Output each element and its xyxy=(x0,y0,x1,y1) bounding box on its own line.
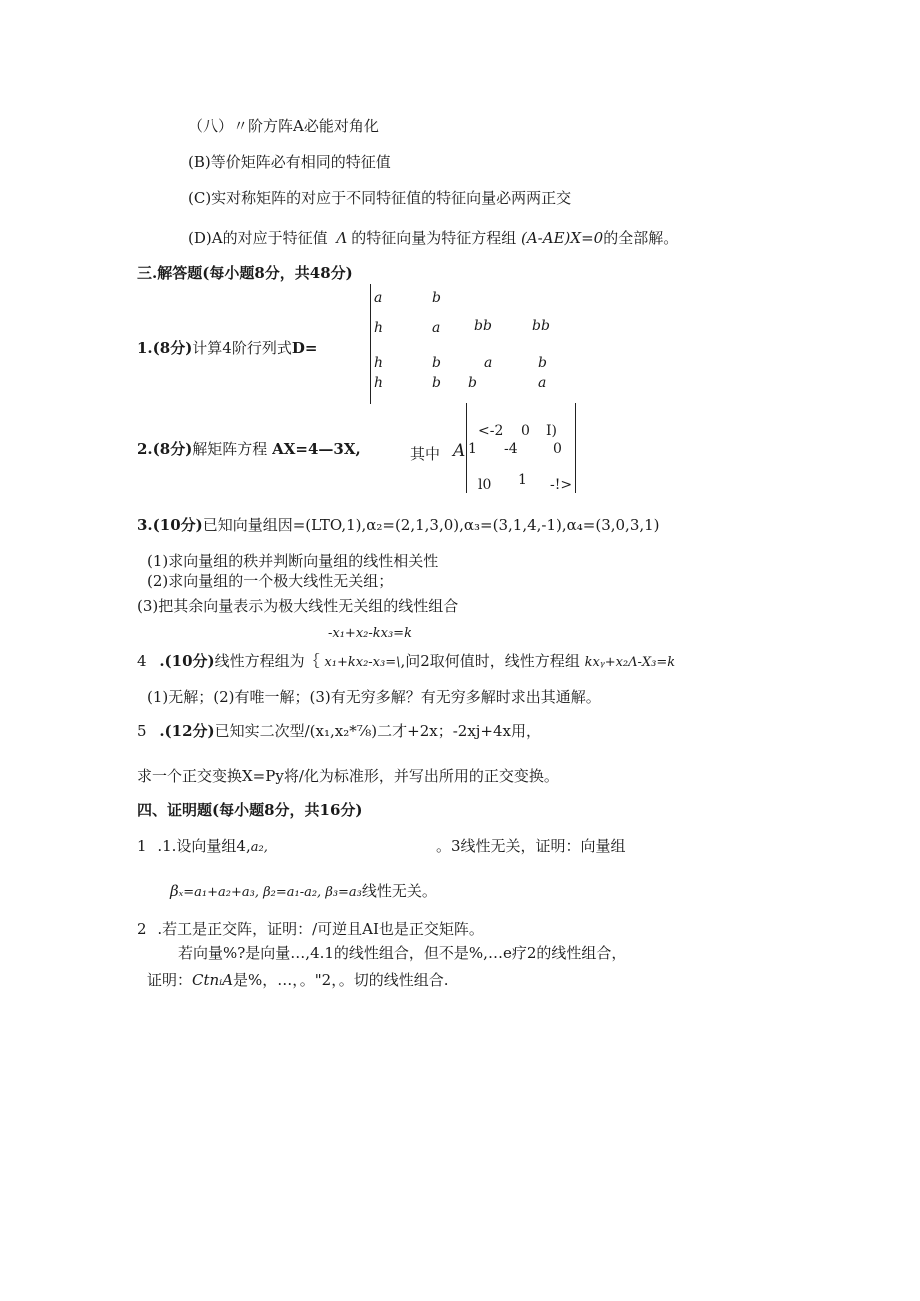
p1-line2 xyxy=(170,882,437,902)
p2-line2: 若向量%?是向量…,4.1的线性组合，但不是%,…e疗2的线性组合， xyxy=(178,944,627,962)
q4-eq-mid: x₁+kx₂-x₃=\ xyxy=(324,655,401,670)
q4-label: .(10分) xyxy=(159,652,215,670)
option-d-end: 的全部解。 xyxy=(603,229,679,247)
q3-label: 3.(10分) xyxy=(137,516,203,534)
q3-sub3: (3)把其余向量表示为极大线性无关组的线性组合 xyxy=(137,597,459,615)
p1-text-a: .1.设向量组4, xyxy=(157,837,251,855)
p1-line1-left xyxy=(137,837,268,857)
option-d-equation: (A-AE)X=0 xyxy=(521,229,604,247)
p2-line3-a: 证明： xyxy=(147,971,193,989)
q1-cell-r0c1: b xyxy=(432,290,441,306)
q4-eq-top: -x₁+x₂-kx₃=k xyxy=(328,626,412,641)
q1-cell-r3c1: b xyxy=(432,375,441,391)
q2-matrix-left-bar xyxy=(466,403,467,493)
p1-text-b: 。3线性无关，证明：向量组 xyxy=(436,837,626,855)
q2-line xyxy=(137,440,361,458)
q1-cell-r1c1: a xyxy=(432,320,441,336)
option-d xyxy=(188,229,678,247)
q2-where: 其中 xyxy=(410,445,441,463)
q2-r3c1: l0 xyxy=(478,477,492,493)
q2-text: 解矩阵方程 xyxy=(192,440,268,458)
q3-sub1: (1)求向量组的秩并判断向量组的线性相关性 xyxy=(147,552,439,570)
q2-r2c3: 0 xyxy=(553,441,562,457)
p1-text-a2: a₂, xyxy=(250,840,268,855)
p2-line3-b: CtnᵢA xyxy=(192,971,234,989)
q1-text: 计算4阶行列式 xyxy=(192,339,292,357)
option-d-text: (D)A的对应于特征值 xyxy=(188,229,328,247)
q2-r1c1: <-2 xyxy=(478,423,504,439)
p2-line1 xyxy=(137,920,484,938)
q2-r1c2: 0 xyxy=(521,423,530,439)
q5-num: 5 xyxy=(137,722,147,740)
section4-heading: 四、证明题(每小题8分，共16分) xyxy=(137,801,363,819)
q4-eq-right: kxᵧ+x₂Λ-X₃=k xyxy=(584,655,676,670)
section3-heading: 三.解答题(每小题8分，共48分) xyxy=(137,264,353,282)
p1-line2-eq: ₓ=a₁+a₂+a₃, β₂=a₁-a₂, β₃=a₃ xyxy=(178,885,362,900)
q1-cell-r3c0: h xyxy=(374,375,384,391)
q1-cell-r2c3: b xyxy=(538,355,547,371)
q5-line xyxy=(137,722,541,740)
q1-cell-r1c2: bb xyxy=(474,318,492,334)
q3-text: 已知向量组因=(LTO,1),α₂=(2,1,3,0),α₃=(3,1,4,-1),α₄=(3,0,3,1) xyxy=(202,516,660,534)
p2-line3 xyxy=(147,971,449,989)
q2-r2c2: -4 xyxy=(504,441,518,457)
p2-text: .若工是正交阵，证明：/可逆且AI也是正交矩阵。 xyxy=(157,920,484,938)
q2-r2c1: 1 xyxy=(468,441,477,457)
q4-num: 4 xyxy=(137,652,147,670)
option-d-mid: 的特征向量为特征方程组 xyxy=(351,229,517,247)
q1-cell-r1c0: h xyxy=(374,320,384,336)
option-c: (C)实对称矩阵的对应于不同特征值的特征向量必两两正交 xyxy=(188,189,572,207)
q2-label: 2.(8分) xyxy=(137,440,193,458)
p1-num: 1 xyxy=(137,837,147,855)
q2-matrix-symbol: A xyxy=(453,441,466,461)
q1-cell-r2c1: b xyxy=(432,355,441,371)
q2-r1c3: I) xyxy=(546,423,557,439)
q4-sub: (1)无解；(2)有唯一解；(3)有无穷多解？有无穷多解时求出其通解。 xyxy=(147,688,601,706)
p2-line3-c: 是%，…，。"2，。切的线性组合. xyxy=(233,971,449,989)
q1-d: D= xyxy=(291,339,318,357)
q5-label: .(12分) xyxy=(159,722,215,740)
q1-det-bar xyxy=(370,284,371,404)
q1-cell-r0c0: a xyxy=(374,290,383,306)
q1-cell-r3c3: a xyxy=(538,375,547,391)
q3-line xyxy=(137,516,660,534)
option-b: (B)等价矩阵必有相同的特征值 xyxy=(188,153,391,171)
p1-line2-end: 线性无关。 xyxy=(361,882,437,900)
q1-line xyxy=(137,339,317,357)
option-a: （八）〃阶方阵A必能对角化 xyxy=(188,117,379,135)
q2-equation: AX=4—3X, xyxy=(272,440,361,458)
p1-beta: β xyxy=(170,882,179,900)
q1-cell-r2c0: h xyxy=(374,355,384,371)
q1-cell-r3c2: b xyxy=(468,375,477,391)
q2-r3c3: -!> xyxy=(550,477,573,493)
q4-text1: 线性方程组为｛ xyxy=(214,652,320,670)
q5-text: 已知实二次型/(x₁,x₂*⅞)二才+2x；-2xj+4x用， xyxy=(214,722,542,740)
q4-line xyxy=(137,652,675,672)
q5-line2: 求一个正交变换X=Py将/化为标准形，并写出所用的正交变换。 xyxy=(137,767,559,785)
q1-cell-r2c2: a xyxy=(484,355,493,371)
option-d-lambda: Λ xyxy=(336,229,348,247)
q3-sub2: (2)求向量组的一个极大线性无关组； xyxy=(147,572,394,590)
q1-cell-r1c3: bb xyxy=(532,318,550,334)
q1-label: 1.(8分) xyxy=(137,339,193,357)
q4-text2: ,问2取何值时，线性方程组 xyxy=(400,652,580,670)
p2-num: 2 xyxy=(137,920,147,938)
q2-r3c2: 1 xyxy=(518,472,527,488)
